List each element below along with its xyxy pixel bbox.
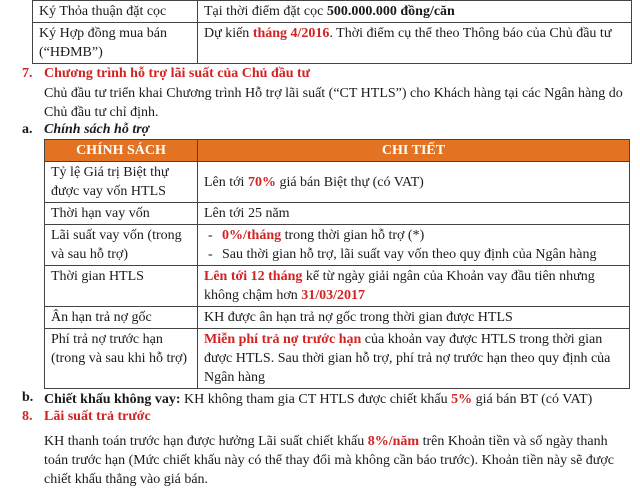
table-row: [45, 266, 630, 307]
row-value: [198, 1, 632, 23]
no-loan-discount: [44, 390, 630, 409]
section-title: Chương trình hỗ trợ lãi suất của Chủ đầu tư: [44, 66, 311, 81]
detail-text: KH không tham gia CT HTLS được chiết khấu: [180, 392, 452, 407]
discount-rate: 5%: [451, 392, 473, 407]
policy-detail: Lên tới 25 năm: [198, 203, 630, 225]
detail-text: trong thời gian hỗ trợ (*): [281, 228, 425, 243]
table-header-row: [45, 140, 630, 162]
deadline-date: 31/03/2017: [301, 288, 366, 303]
prepay-rate: 8%/năm: [367, 434, 420, 449]
table-row: [45, 162, 630, 203]
policy-detail: [198, 329, 630, 389]
table-row: [45, 225, 630, 266]
section-body: Chủ đầu tư triển khai Chương trình Hỗ trợ lãi suất (“CT HTLS”) cho Khách hàng tại các Ngân hàng do Chủ đầu tư chỉ định.: [44, 86, 623, 120]
table-row: [45, 203, 630, 225]
contract-date: tháng 4/2016: [252, 26, 330, 41]
policy-label: Tỷ lệ Giá trị Biệt thự được vay vốn HTLS: [45, 162, 198, 203]
bullet-item: - Sau thời gian hỗ trợ, lãi suất vay vốn theo quy định của Ngân hàng: [204, 245, 623, 264]
prepayment-waiver: Miễn phí trả nợ trước hạn: [204, 332, 362, 347]
detail-text: giá bán BT (có VAT): [472, 392, 593, 407]
column-header: CHI TIẾT: [198, 140, 630, 162]
section-number: 7.: [22, 66, 33, 81]
table-row: [45, 307, 630, 329]
table-row: [33, 23, 632, 64]
policy-label: Thời gian HTLS: [45, 266, 198, 307]
detail-text: Lên tới: [204, 174, 248, 190]
value-text: Tại thời điểm đặt cọc: [204, 4, 327, 19]
value-text: Dự kiến: [204, 26, 253, 41]
row-label: Ký Thỏa thuận đặt cọc: [33, 1, 198, 23]
detail-text: trên Khoản tiền và số ngày thanh toán trước hạn (Mức chiết khấu này có thể thay đổi mà không cần báo trước). Khoản tiền này sẽ được chiết khấu thẳng vào giá bán.: [44, 434, 614, 487]
deposit-contract-table: [32, 0, 632, 64]
value-text: . Thời điểm cụ thể theo Thông báo của Chủ đầu tư: [329, 26, 612, 41]
detail-text: kể từ ngày giải ngân của Khoản vay đầu tiên nhưng không chậm hơn: [204, 269, 595, 303]
deposit-amount: 500.000.000 đồng/căn: [326, 4, 455, 19]
policy-detail: [198, 162, 630, 203]
policy-label: Ân hạn trả nợ gốc: [45, 307, 198, 329]
section-title: Lãi suất trả trước: [44, 409, 151, 424]
row-label: Ký Hợp đồng mua bán (“HĐMB”): [33, 23, 198, 64]
bullet-item: [204, 226, 623, 245]
policy-label: Thời hạn vay vốn: [45, 203, 198, 225]
policy-label: Lãi suất vay vốn (trong và sau hỗ trợ): [45, 225, 198, 266]
subsection-title: Chính sách hỗ trợ: [44, 122, 150, 137]
detail-text: giá bán Biệt thự (có VAT): [275, 174, 424, 190]
loan-ratio: 70%: [247, 174, 276, 190]
row-value: [198, 23, 632, 64]
section-number: 8.: [22, 409, 33, 424]
section-body: [44, 432, 630, 489]
table-row: [45, 329, 630, 389]
policy-detail: [198, 225, 630, 266]
policy-label: Phí trả nợ trước hạn (trong và sau khi hỗ trợ): [45, 329, 198, 389]
table-row: [33, 1, 632, 23]
policy-detail: KH được ân hạn trả nợ gốc trong thời gian được HTLS: [198, 307, 630, 329]
policy-detail: [198, 266, 630, 307]
support-duration: Lên tới 12 tháng: [204, 269, 303, 284]
subsection-label: a.: [22, 122, 33, 137]
subsection-label: b.: [22, 390, 34, 405]
detail-text: KH thanh toán trước hạn được hưởng Lãi suất chiết khấu: [44, 434, 368, 449]
policy-table: [44, 139, 630, 389]
detail-text: của khoản vay được HTLS trong thời gian được HTLS. Sau thời gian hỗ trợ, phí trả nợ trước hạn theo quy định của Ngân hàng: [204, 332, 611, 385]
interest-rate: 0%/tháng: [222, 228, 282, 243]
subsection-title: Chiết khấu không vay:: [44, 392, 181, 407]
column-header: CHÍNH SÁCH: [45, 140, 198, 162]
